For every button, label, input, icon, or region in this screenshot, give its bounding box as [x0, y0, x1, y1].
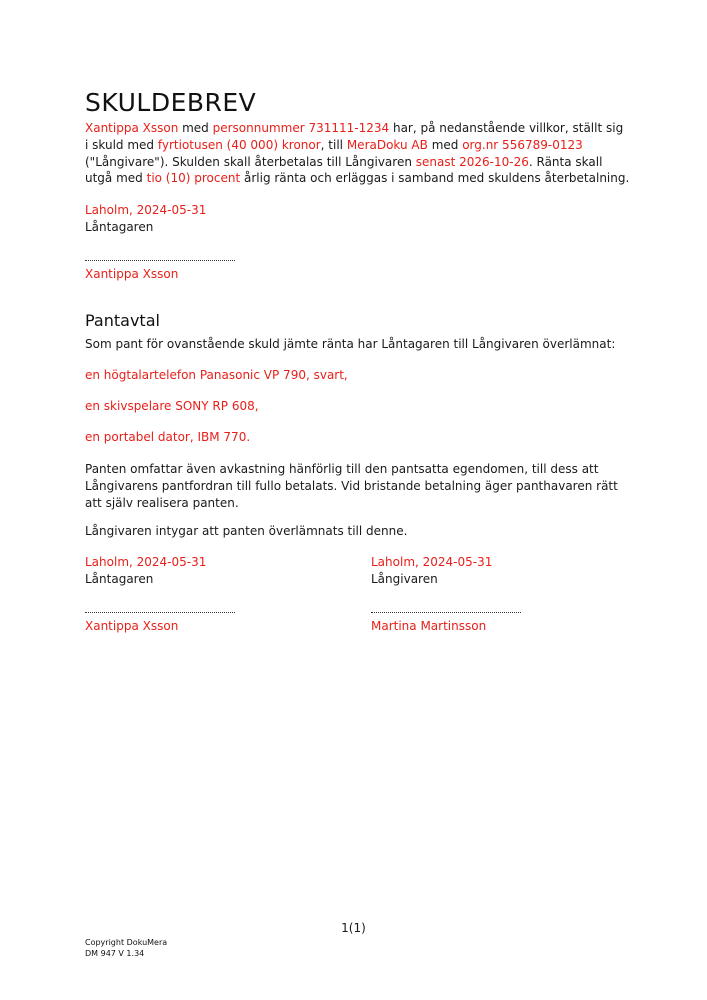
lender-place-date: Laholm, 2024-05-31: [371, 555, 493, 569]
due-date: senast 2026-10-26: [415, 154, 529, 169]
signature-name: Xantippa Xsson: [85, 267, 179, 281]
text-segment: , till: [320, 137, 347, 152]
pledge-certification: Långivaren intygar att panten överlämnats till denne.: [85, 524, 408, 538]
text-segment: . Ränta skall utgå med: [85, 154, 603, 186]
signature-role: Låntagaren: [85, 220, 154, 234]
lender-role: Långivaren: [371, 572, 438, 586]
footer-document-code: DM 947 V 1.34: [85, 949, 145, 958]
personal-number: personnummer 731111-1234: [212, 121, 390, 135]
interest-rate: tio (10) procent: [146, 171, 241, 186]
lender-name: MeraDoku AB: [346, 137, 428, 152]
debt-paragraph: [85, 120, 630, 187]
text-segment: årlig ränta och erläggas i samband med skuldens återbetalning.: [240, 171, 630, 186]
pledge-intro: Som pant för ovanstående skuld jämte ränta har Låntagaren till Långivaren överlämnat:: [85, 337, 616, 351]
text-segment: med: [178, 121, 213, 135]
document-title: SKULDEBREV: [85, 88, 257, 117]
page-number: 1(1): [341, 921, 366, 935]
borrower-place-date: Laholm, 2024-05-31: [85, 555, 207, 569]
pledge-item: en högtalartelefon Panasonic VP 790, svart,: [85, 368, 348, 382]
loan-amount: fyrtiotusen (40 000) kronor: [157, 137, 321, 152]
org-number: org.nr 556789-0123: [462, 137, 583, 152]
borrower-signature-name: Xantippa Xsson: [85, 619, 179, 633]
borrower-name: Xantippa Xsson: [85, 121, 179, 135]
borrower-role: Låntagaren: [85, 572, 154, 586]
pledge-heading: Pantavtal: [85, 311, 160, 330]
pledge-item: en portabel dator, IBM 770.: [85, 430, 251, 444]
footer-copyright: Copyright DokuMera: [85, 938, 168, 947]
text-segment: med: [427, 137, 463, 152]
pledge-item: en skivspelare SONY RP 608,: [85, 399, 259, 413]
lender-signature-line: [371, 612, 521, 613]
footer: [85, 937, 167, 959]
borrower-signature-line: [85, 612, 235, 613]
signature-line: [85, 260, 235, 261]
lender-signature-name: Martina Martinsson: [371, 619, 487, 633]
pledge-scope-paragraph: Panten omfattar även avkastning hänförlig till den pantsatta egendomen, till dess att Långivarens pantfordran till fullo betalats. Vid bristande betalning äger panthavaren rätt att själv realisera panten.: [85, 462, 618, 510]
text-segment: ("Långivare"). Skulden skall återbetalas till Långivaren: [85, 154, 416, 169]
signature-place-date: Laholm, 2024-05-31: [85, 203, 207, 217]
text-segment: har, på nedanstående villkor, ställt sig i skuld med: [85, 121, 624, 152]
